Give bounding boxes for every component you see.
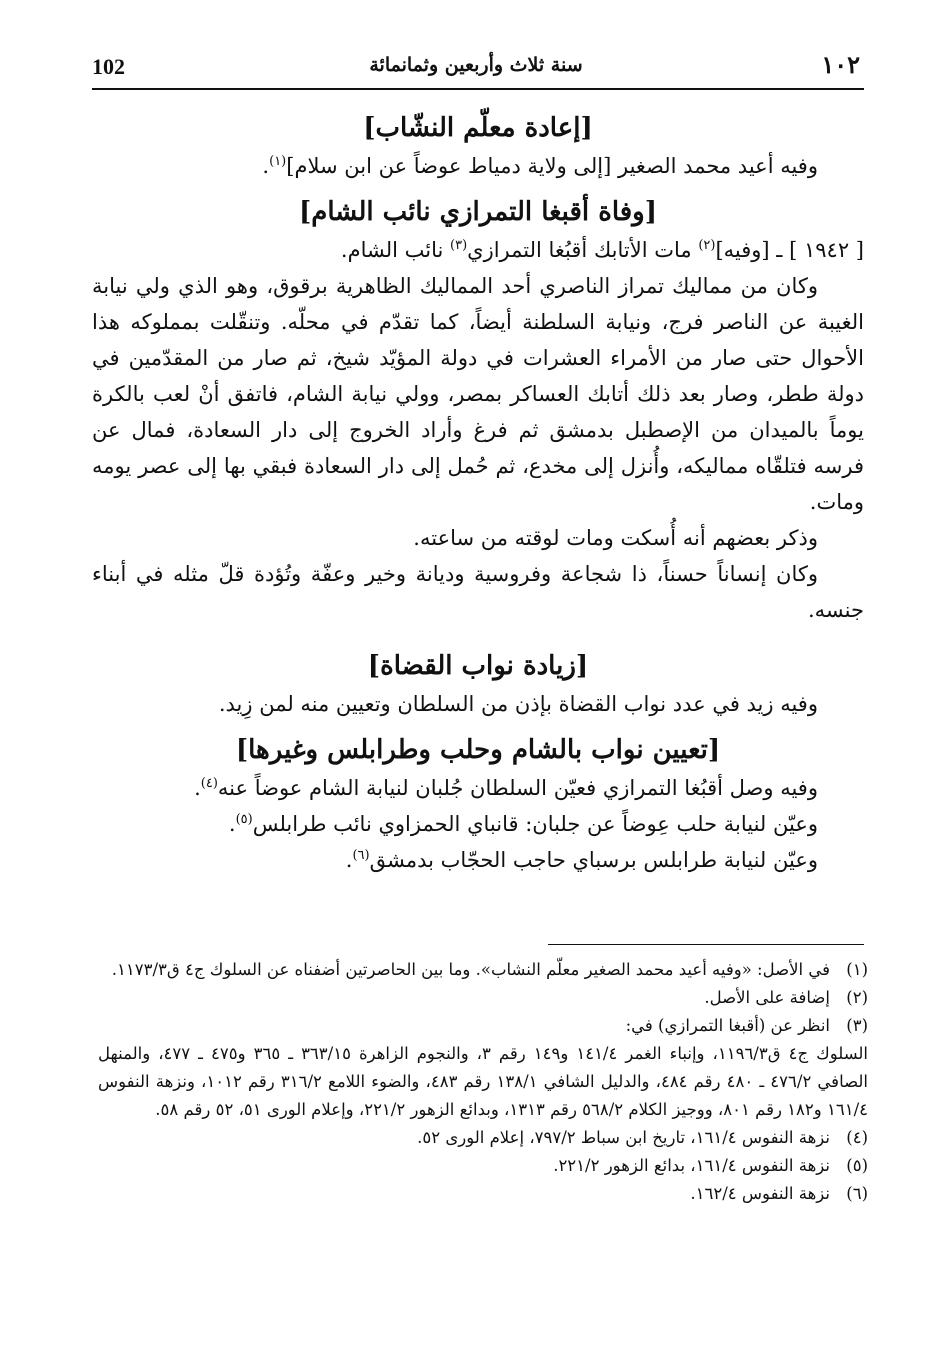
paragraph: وكان إنساناً حسناً، ذا شجاعة وفروسية وديانة وخير وعفّة وتُؤدة قلّ مثله في أبناء جنسه. — [92, 562, 864, 622]
footnote-ref: (٢) — [698, 238, 716, 253]
footnote-text: انظر عن (أقبغا التمرازي) في: — [625, 1016, 830, 1035]
paragraph: وكان من مماليك تمراز الناصري أحد المماليك الظاهرية برقوق، وهو الذي ولي نيابة الغيبة عن الناصر فرج، ونيابة السلطنة أيضاً، كما تقدّم في محلّه. وتنقّلت بمملوكه هذا الأحوال حتى صار من الأمراء العشرات في دولة المؤيّد شيخ، ثم صار من المقدّمين في دولة ططر، وصار بعد ذلك أتابك العساكر بمصر، وولي نيابة الشام، فاتفق أنْ لعب بالكرة يوماً بالميدان من الإصطبل بدمشق ثم فرغ وأراد الخروج إلى دار السعادة، فمال عن فرسه فتلقّاه مماليكه، وأُنزل إلى مخدع، ثم حُمل إلى دار السعادة فبقي بها إلى عصر يومه ومات. — [92, 274, 864, 514]
main-text — [92, 108, 864, 878]
footnote-ref: (٥) — [235, 812, 253, 827]
paragraph: وفيه وصل أقبُغا التمرازي فعيّن السلطان جُلبان لنيابة الشام عوضاً عنه$^{(٤)}$. — [194, 776, 818, 800]
footnote-text: إضافة على الأصل. — [704, 988, 830, 1007]
footnote-ref: (٦) — [352, 848, 370, 863]
footnote-continuation — [98, 1040, 868, 1124]
running-header — [88, 44, 864, 84]
paragraph: وعيّن لنيابة طرابلس برسباي حاجب الحجّاب بدمشق$^{(٦)}$. — [345, 848, 818, 872]
footnote — [98, 1124, 868, 1152]
footnote-text: في الأصل: «وفيه أعيد محمد الصغير معلّم النشاب». وما بين الحاصرتين أضفناه عن السلوك ج٤ ق١١٧٣/٣. — [111, 960, 830, 979]
footnote-number: (١) — [846, 960, 868, 979]
footnote-ref: (٣) — [450, 238, 468, 253]
footnote-rule — [548, 944, 864, 945]
section-heading: [وفاة أقبغا التمرازي نائب الشام] — [298, 197, 658, 227]
footnote-number: (٣) — [846, 1016, 868, 1035]
footnote-text: نزهة النفوس ١٦١/٤، تاريخ ابن سباط ٧٩٧/٢، إعلام الورى ٥٢. — [417, 1128, 830, 1147]
footnote-text: السلوك ج٤ ق١١٩٦/٣، وإنباء الغمر ١٤١/٤ و١٤٩ رقم ٣، والنجوم الزاهرة ٣٦٣/١٥ ـ ٣٦٥ و٤٧٥ ـ ٤٧٧، والمنهل الصافي ٤٧٦/٢ ـ ٤٨٠ رقم ٤٨٤، والدليل الشافي ١٣٨/١ رقم ٤٨٣، والضوء اللامع ٣١٦/٢ رقم ١٠١٢، ونزهة النفوس ١٦١/٤ و١٨٢ رقم ٨٠١، ووجيز الكلام ٥٦٨/٢ رقم ١٣١٣، وبدائع الزهور ٢٢١/٢، وإعلام الورى ٥١، ٥٢ رقم ٥٨. — [98, 1044, 869, 1119]
paragraph: وفيه زيد في عدد نواب القضاة بإذن من السلطان وتعيين منه لمن زِيد. — [218, 692, 818, 716]
footnote-ref: (١) — [269, 154, 287, 169]
footnote — [98, 1152, 868, 1180]
footnote — [98, 1180, 868, 1208]
header-rule — [92, 88, 864, 90]
paragraph: وفيه أعيد محمد الصغير [إلى ولاية دمياط عوضاً عن ابن سلام]$^{(١)}$. — [262, 154, 818, 178]
paragraph: وعيّن لنيابة حلب عِوضاً عن جلبان: قانباي الحمزاوي نائب طرابلس$^{(٥)}$. — [228, 812, 818, 836]
footnote-number: (٦) — [846, 1184, 868, 1203]
footnote-number: (٥) — [846, 1156, 868, 1175]
footnote-number: (٢) — [846, 988, 868, 1007]
footnote — [98, 984, 868, 1012]
running-title: سنة ثلاث وأربعين وثمانمائة — [369, 54, 583, 76]
footnotes — [98, 956, 868, 1208]
footnote-text: نزهة النفوس ١٦١/٤، بدائع الزهور ٢٢١/٢. — [553, 1156, 830, 1175]
page-number-latin: 102 — [92, 54, 125, 79]
paragraph-entry: [ ١٩٤٢ ] ـ [وفيه]$^{(٢)}$ مات الأتابك أقبُغا التمرازي$^{(٣)}$ نائب الشام. — [340, 238, 864, 262]
footnote-text: نزهة النفوس ١٦٢/٤. — [690, 1184, 830, 1203]
footnote-ref: (٤) — [200, 776, 218, 791]
footnote — [98, 956, 868, 984]
section-heading: [تعيين نواب بالشام وحلب وطرابلس وغيرها] — [235, 735, 721, 765]
page-number-arabic: ١٠٢ — [821, 50, 860, 79]
section-heading: [زيادة نواب القضاة] — [367, 651, 589, 681]
footnote-number: (٤) — [846, 1128, 868, 1147]
footnote — [98, 1012, 868, 1040]
paragraph: وذكر بعضهم أنه أُسكت ومات لوقته من ساعته. — [413, 526, 818, 550]
section-heading: [إعادة معلّم النشّاب] — [363, 113, 593, 143]
